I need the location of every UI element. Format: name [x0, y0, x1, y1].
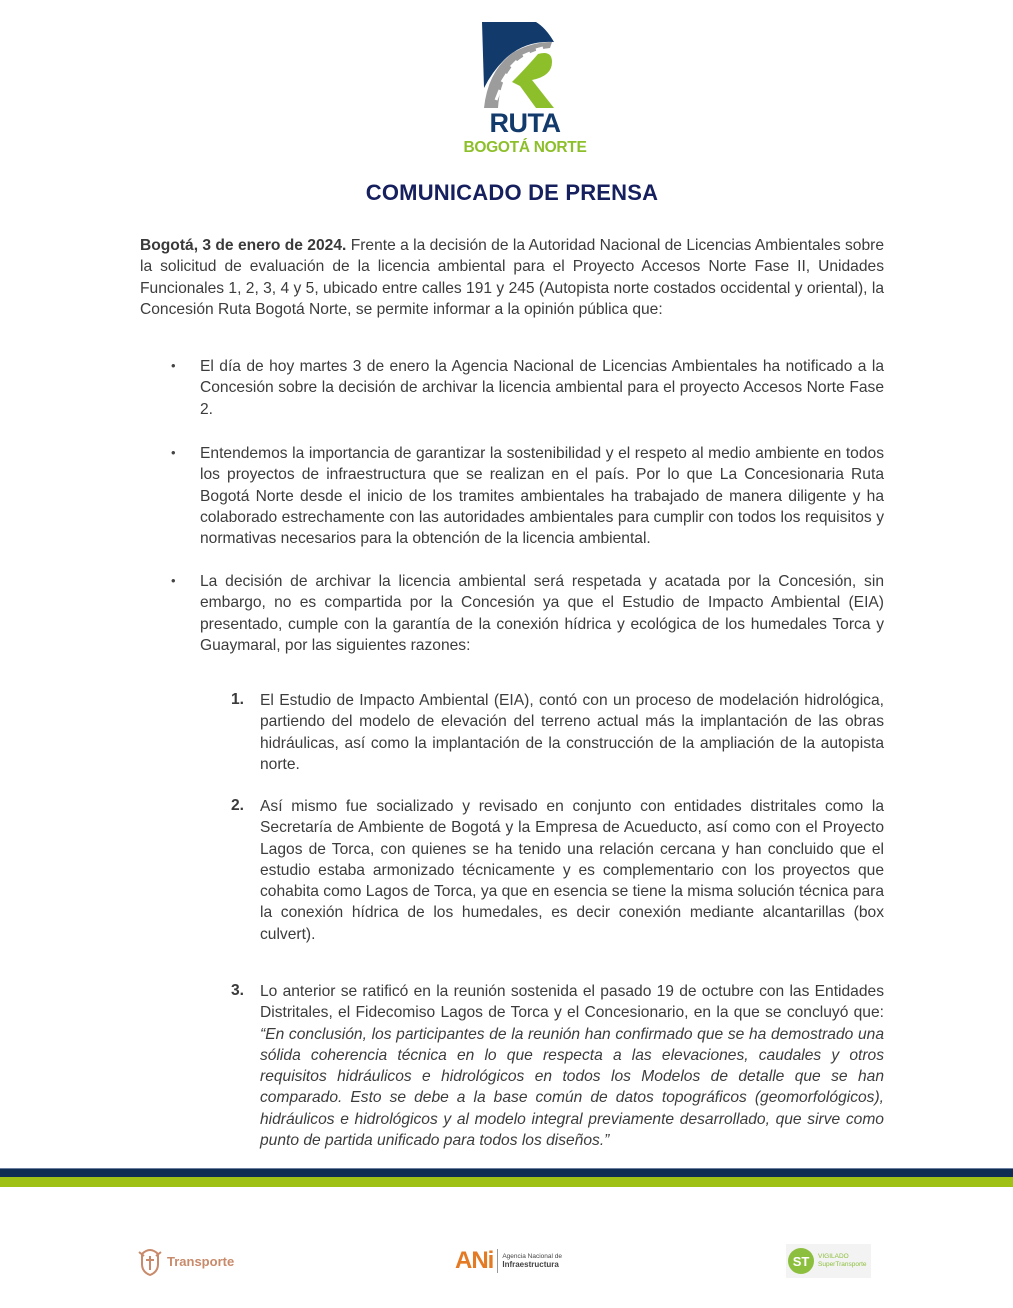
bullet-icon: • [171, 358, 176, 373]
bullet-item-3: La decisión de archivar la licencia ambiental será respetada y acatada por la Concesión, sin embargo, no es compartida por la Concesión ya que el Estudio de Impacto Ambiental (EIA) presentado, cumple con la garantía de la conexión hídrica y ecológica de los humedales Torca y Guaymaral, por las siguientes razones: [200, 573, 884, 654]
ani-separator [497, 1249, 498, 1273]
logo-bogota-norte-text: BOGOTÁ NORTE [463, 139, 587, 156]
logo-ruta-text: RUTA [489, 108, 561, 138]
bullet-item-2: Entendemos la importancia de garantizar la sostenibilidad y el respeto al medio ambiente en todos los proyectos de infraestructura que se realizan en el país. Por lo que La Concesionaria Ruta Bogotá Norte desde el inicio de los tramites ambientales ha trabajado de manera diligente y ha colaborado estrechamente con las autoridades ambientales para cumplir con todos los requisitos y normativas necesarios para la obtención de la licencia ambiental. [200, 445, 884, 548]
ruta-bogota-norte-logo [463, 20, 587, 160]
transporte-label: Transporte [167, 1253, 235, 1269]
st-badge-icon: ST [788, 1248, 814, 1274]
reason-number: 2. [231, 797, 245, 814]
footer-band-green [0, 1177, 1013, 1187]
supertransporte-logo [786, 1244, 871, 1278]
bullet-icon: • [171, 445, 176, 460]
footer-band-blue [0, 1169, 1013, 1177]
ani-caption-line2: Infraestructura [502, 1260, 559, 1269]
reason-number: 3. [231, 982, 245, 999]
st-caption-line1: VIGILADO [818, 1253, 849, 1260]
ani-caption-line1: Agencia Nacional de [502, 1253, 562, 1260]
ani-logo [455, 1244, 562, 1278]
page-title: COMUNICADO DE PRENSA [365, 180, 659, 205]
transporte-logo [138, 1244, 234, 1278]
reason-number: 1. [231, 691, 245, 708]
dateline: Bogotá, 3 de enero de 2024. [140, 237, 347, 254]
st-caption [818, 1253, 867, 1269]
reason-3-text: Lo anterior se ratificó en la reunión sostenida el pasado 19 de octubre con las Entidades Distritales, el Fidecomiso Lagos de Torca y el Concesionario, en la que se concluyó que: [260, 983, 884, 1022]
ani-caption [502, 1253, 562, 1269]
bullet-item-1: El día de hoy martes 3 de enero la Agencia Nacional de Licencias Ambientales ha notificado a la Concesión sobre la decisión de archivar la licencia ambiental para el proyecto Accesos Norte Fase 2. [200, 358, 884, 418]
ani-mark: ANi [455, 1247, 494, 1274]
reason-item-3 [260, 981, 884, 1151]
reason-item-2: Así mismo fue socializado y revisado en conjunto con entidades distritales como la Secretaría de Ambiente de Bogotá y la Empresa de Acueducto, así como con el Proyecto Lagos de Torca, con quienes se ha tenido una relación cercana y han concluido que el estudio estaba armonizado técnicamente y es complementario con los proyectos que cohabita como Lagos de Torca, ya que en esencia se tiene la misma solución técnica para la conexión hídrica de los humedales, es decir conexión mediante alcantarillas (box culvert). [260, 798, 884, 943]
bullet-icon: • [171, 573, 176, 588]
st-caption-line2: SuperTransporte [818, 1261, 867, 1268]
intro-paragraph [140, 235, 884, 320]
reason-item-1: El Estudio de Impacto Ambiental (EIA), contó con un proceso de modelación hidrológica, partiendo del modelo de elevación del terreno actual más la implantación de las obras hidráulicas, así como la implantación de la construcción de la ampliación de la autopista norte. [260, 692, 884, 773]
meeting-conclusion-quote: “En conclusión, los participantes de la reunión han confirmado que se ha demostrado una sólida coherencia técnica en lo que respecta a las elevaciones, caudales y otros requisitos hidráulicos e hidrológicos en todos los Modelos de detalle que se han comparado. Esto se debe a la base común de datos topográficos (geomorfológicos), hidráulicos e hidrológicos y al modelo integral previamente desarrollado, que sirve como punto de partida unificado para todos los diseños.” [260, 1025, 884, 1150]
coat-of-arms-icon [138, 1246, 162, 1276]
intro-text: Frente a la decisión de la Autoridad Nacional de Licencias Ambientales sobre la solicitud de evaluación de la licencia ambiental para el Proyecto Accesos Norte Fase II, Unidades Funcionales 1, 2, 3, 4 y 5, ubicado entre calles 191 y 245 (Autopista norte costados occidental y oriental), la Concesión Ruta Bogotá Norte, se permite informar a la opinión pública que: [140, 237, 884, 318]
road-r-logo-icon [474, 20, 574, 110]
